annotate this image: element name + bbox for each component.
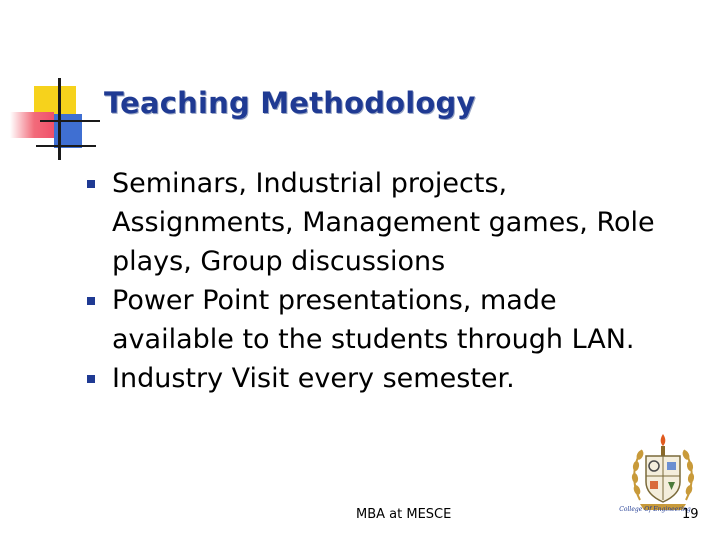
slide-footer: MBA at MESCE xyxy=(356,507,452,522)
slide-title: Teaching Methodology xyxy=(104,86,476,120)
bullet-item xyxy=(86,281,686,359)
logo-caption: College Of Engineering xyxy=(619,506,691,513)
ornament-red-bar xyxy=(10,112,54,138)
ornament-horizontal-line xyxy=(40,120,100,122)
bullet-item xyxy=(86,359,686,398)
bullet-text: Seminars, Industrial projects, Assignments, Management games, Role plays, Group discussions xyxy=(112,168,655,277)
ornament-horizontal-line-lower xyxy=(36,145,96,147)
bullet-text: Industry Visit every semester. xyxy=(112,363,515,394)
bullet-square-icon xyxy=(87,180,95,188)
page-number: 19 xyxy=(682,507,699,522)
bullet-square-icon xyxy=(87,297,95,305)
bullet-text: Power Point presentations, made available to the students through LAN. xyxy=(112,285,635,355)
ornament-vertical-line xyxy=(58,78,61,160)
bullet-item xyxy=(86,164,686,281)
bullet-list xyxy=(86,164,686,398)
bullet-square-icon xyxy=(87,375,95,383)
